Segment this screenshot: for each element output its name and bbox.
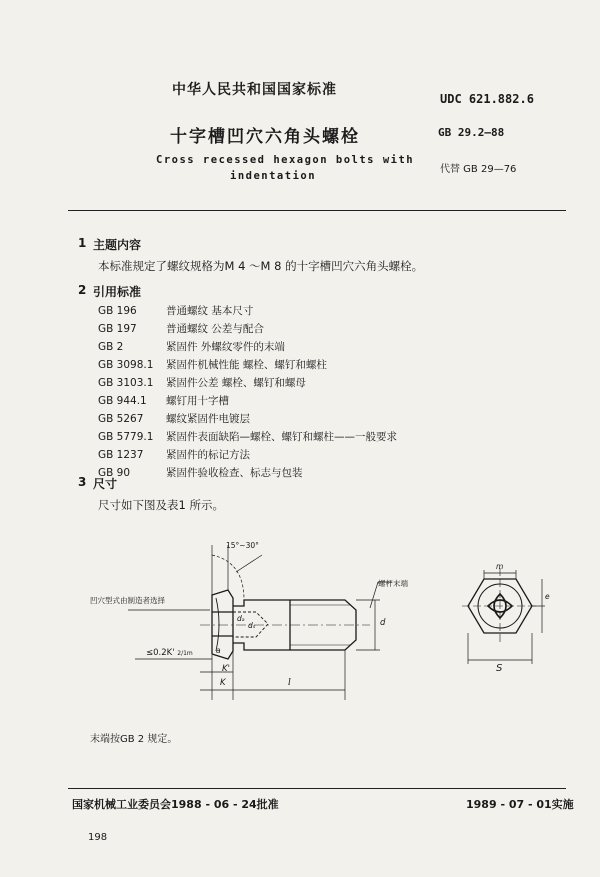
dim-da-label: dₐ: [237, 614, 245, 623]
issuing-authority: 中华人民共和国国家标准: [172, 82, 337, 98]
thread-end-note-text: 末端按GB 2 规定。: [90, 734, 178, 745]
dim-e-label: e: [545, 592, 550, 601]
bolt-end-view: [462, 568, 538, 644]
tolerance-subscript: 2/1m: [177, 650, 193, 657]
reference-code: GB 197: [98, 323, 137, 335]
section-3-number: 3: [78, 475, 87, 489]
reference-title: 紧固件的标记方法: [166, 449, 250, 461]
section-3-title: 尺寸: [93, 477, 118, 491]
reference-code: GB 196: [98, 305, 137, 317]
thread-end-leader: [370, 582, 378, 608]
reference-title: 普通螺纹 公差与配合: [166, 323, 264, 335]
approval-line: 国家机械工业委员会1988 - 06 - 24批准: [72, 798, 279, 811]
dim-s-label: S: [496, 663, 503, 674]
tolerance-value: ≤0.2K': [146, 648, 175, 658]
dim-k-prime-label: K': [222, 664, 230, 674]
section-2-number: 2: [78, 283, 87, 297]
section-1-title: 主题内容: [93, 238, 142, 252]
reference-title: 紧固件 外螺纹零件的末端: [166, 341, 285, 353]
implementation-date: 1989 - 07 - 01实施: [466, 798, 574, 811]
reference-title: 紧固件机械性能 螺栓、螺钉和螺柱: [166, 359, 327, 371]
thread-end-note: 螺杆末端: [378, 579, 408, 588]
dim-m-label: m: [496, 562, 504, 571]
reference-code: GB 2: [98, 341, 124, 353]
reference-code: GB 1237: [98, 449, 144, 461]
standard-title-cn: 十字槽凹穴六角头螺栓: [170, 127, 360, 147]
reference-code: GB 5779.1: [98, 431, 154, 443]
dim-k-label: K: [220, 678, 226, 688]
replaces-standard: 代替 GB 29—76: [440, 164, 517, 175]
udc-number: UDC 621.882.6: [440, 92, 534, 106]
reference-title: 螺钉用十字槽: [166, 395, 229, 407]
reference-title: 紧固件公差 螺栓、螺钉和螺母: [166, 377, 306, 389]
reference-code: GB 3103.1: [98, 377, 154, 389]
standard-title-en-line1: Cross recessed hexagon bolts with: [156, 154, 415, 166]
standard-title-en-line2: indentation: [230, 170, 317, 182]
reference-code: GB 944.1: [98, 395, 147, 407]
reference-code: GB 90: [98, 467, 131, 479]
dimension-lines: [128, 545, 392, 700]
reference-title: 紧固件验收检查、标志与包装: [166, 467, 303, 479]
section-1-text: 本标准规定了螺纹规格为M 4 ～M 8 的十字槽凹穴六角头螺栓。: [98, 259, 424, 273]
reference-code: GB 5267: [98, 413, 144, 425]
reference-title: 紧固件表面缺陷—螺栓、螺钉和螺柱——一般要求: [166, 431, 397, 443]
dim-l-label: l: [288, 678, 291, 688]
section-1-number: 1: [78, 236, 87, 250]
page-number: 198: [88, 832, 108, 843]
dim-a-label: a: [216, 646, 221, 655]
bolt-side-view: [200, 590, 370, 659]
footer-divider: [68, 788, 566, 789]
tolerance-label: [146, 648, 193, 658]
angle-label: 15°~30°: [226, 541, 259, 550]
section-3-text: 尺寸如下图及表1 所示。: [98, 498, 224, 512]
dim-d-label: d: [380, 618, 386, 628]
dim-ds-label: dₛ: [248, 621, 256, 630]
section-2-title: 引用标准: [93, 285, 142, 299]
end-view-dimensions: [468, 570, 545, 664]
angle-leader: [236, 555, 262, 572]
reference-title: 普通螺纹 基本尺寸: [166, 305, 254, 317]
gb-number: GB 29.2—88: [438, 126, 505, 139]
reference-title: 螺纹紧固件电镀层: [166, 413, 250, 425]
recess-curve: [216, 598, 219, 651]
reference-code: GB 3098.1: [98, 359, 154, 371]
indentation-note: 凹穴型式由制造者选择: [90, 596, 165, 605]
